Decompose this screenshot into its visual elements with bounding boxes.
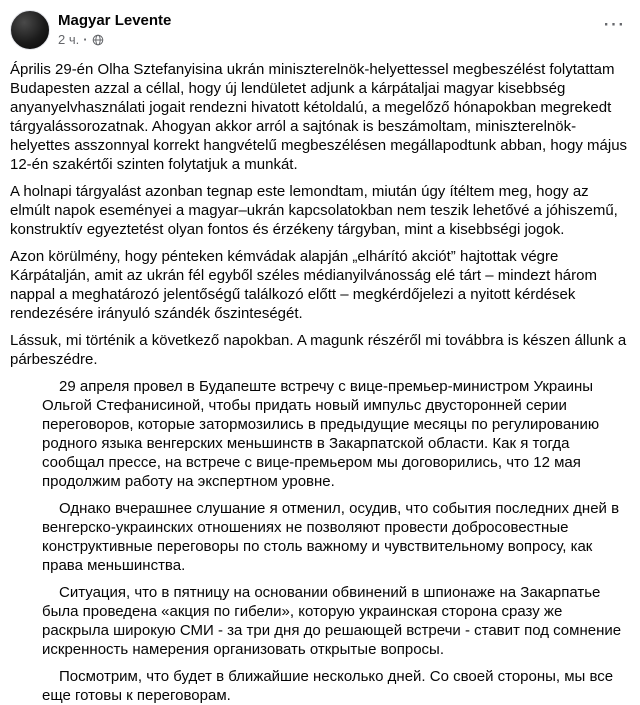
author-name[interactable]: Magyar Levente [58,12,172,29]
post-header [10,8,630,58]
header-info [58,10,171,48]
post-paragraph-ru-4: Посмотрим, что будет в ближайшие несколько дней. Со своей стороны, мы все еще готовы к переговорам. [42,668,614,704]
post-paragraph-hu-4: Lássuk, mi történik a következő napokban. A magunk részéről mi továbbra is készen állunk a párbeszédre. [10,332,627,368]
post-paragraph-ru-2: Однако вчерашнее слушание я отменил, осудив, что события последних дней в венгерско-украинских отношениях не позволяют провести добросовестные конструктивные переговоры по столь важному и чувствительному вопросу, как права меньшинства. [42,500,620,574]
post-paragraph-hu-3: Azon körülmény, hogy pénteken kémvádak alapján „elhárító akciót” hajtottak végre Kárpátalján, amit az ukrán fél egyből széles médianyilvánosság elé tárt – mindezt három nappal a meghatározó jelentőségű találkozó előtt – megkérdőjelezi a nyitott kérdések rendezésére irányuló szándék őszinteségét. [10,248,597,322]
avatar[interactable] [10,10,50,50]
globe-icon [92,34,104,46]
post-paragraph-hu-1: Április 29-én Olha Sztefanyisina ukrán miniszterelnök-helyettessel megbeszélést folytattam Budapesten azzal a céllal, hogy új lendületet adjunk a kárpátaljai magyar kisebbség anyanyelvhasználati jogait rendezni hivatott kétoldalú, a megelőző hónapokban megrekedt tárgyalássorozatnak. Ahogyan akkor arról a sajtónak is beszámoltam, miniszterelnök-helyettes asszonnyal korrekt hangvételű megbeszélésen megállapodtunk abban, hogy május 12-én szakértői szinten folytatjuk a munkát. [10,61,628,173]
russian-translation-block [42,377,630,705]
more-options-button[interactable] [598,8,630,40]
post-paragraph-ru-1: 29 апреля провел в Будапеште встречу с вице-премьер-министром Украины Ольгой Стефанисиной, чтобы придать новый импульс двусторонней серии переговоров, которые затормозились в предыдущие месяцы по регулированию родного языка венгерских меньшинств в Закарпатской области. Как я тогда сообщал прессе, на встрече с вице-премьером мы договорились, что 12 мая продолжим работу на экспертном уровне. [42,378,600,490]
hungarian-text-block [10,60,630,369]
post-meta [58,32,171,48]
meta-separator: · [83,32,88,47]
post-body [10,58,630,705]
ellipsis-icon: ⋯ [602,11,626,36]
post-paragraph-hu-2: A holnapi tárgyalást azonban tegnap este lemondtam, miután úgy ítéltem meg, hogy az elmúlt napok eseményei a magyar–ukrán kapcsolatokban nem teszik lehetővé a jóhiszemű, konstruktív egyeztetést olyan fontos és érzékeny tárgyban, mint a kisebbségi jogok. [10,183,618,238]
post-paragraph-ru-3: Ситуация, что в пятницу на основании обвинений в шпионаже на Закарпатье была проведена «акция по гибели», которую украинская сторона сразу же раскрыла широкую СМИ - за три дня до решающей встречи - ставит под сомнение искренность намерения организовать открытые вопросы. [42,584,622,658]
timestamp[interactable]: 2 ч. [58,32,80,47]
